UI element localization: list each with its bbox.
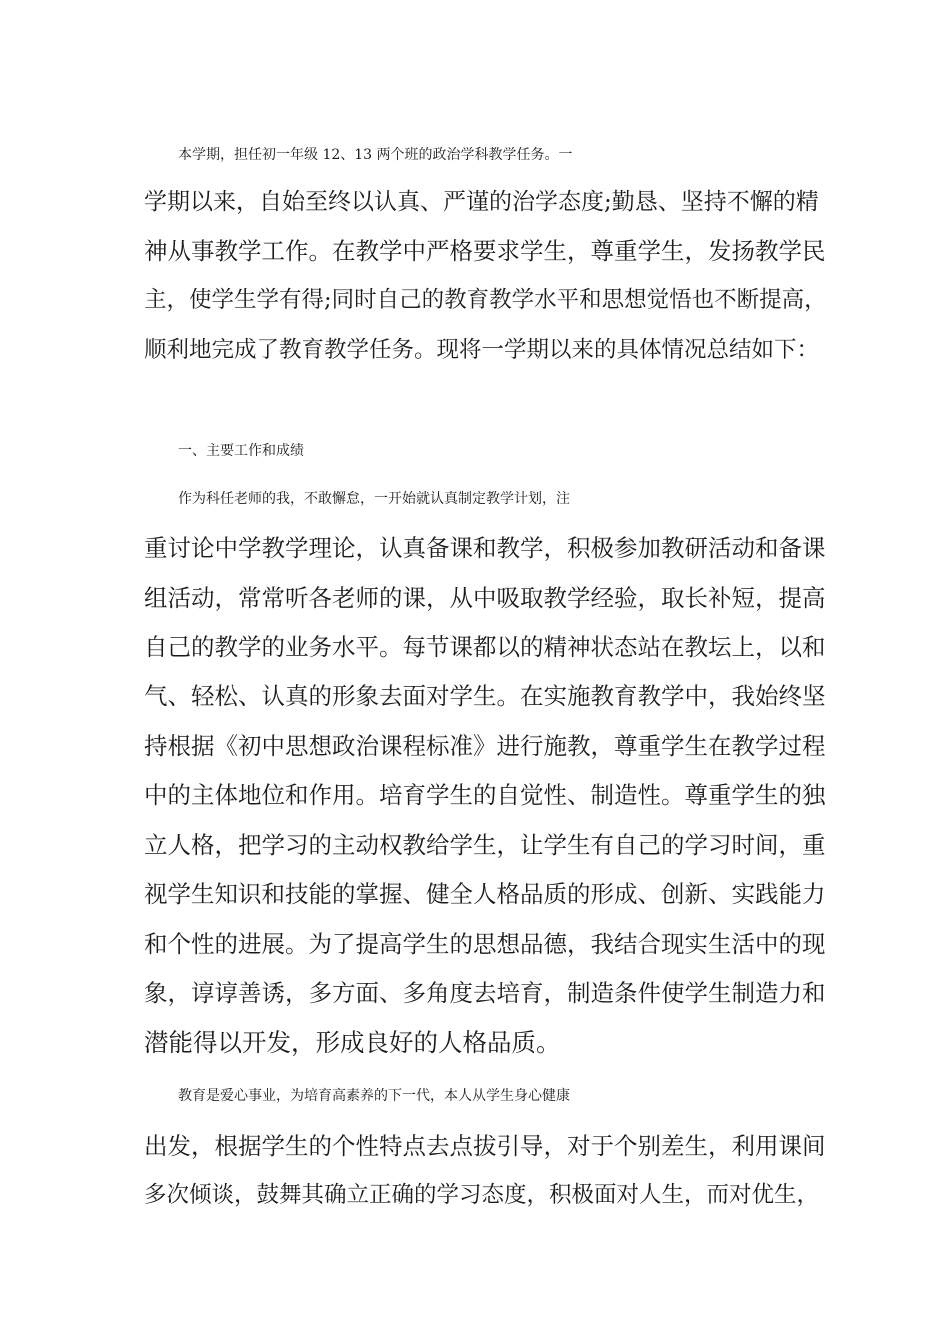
paragraph-2-line-1: 作为科任老师的我，不敢懈怠，一开始就认真制定教学计划，注 [178,491,570,507]
paragraph-1-line-4: 主，使学生学有得;同时自己的教育教学水平和思想觉悟也不断提高， [144,287,827,313]
paragraph-1-line-3: 神从事教学工作。在教学中严格要求学生，尊重学生，发扬教学民 [144,237,826,265]
paragraph-2-line-7: 中的主体地位和作用。培育学生的自觉性、制造性。尊重学生的独 [144,781,826,809]
paragraph-2-line-2: 重讨论中学教学理论，认真备课和教学，积极参加教研活动和备课 [144,534,826,562]
paragraph-3-line-2: 出发，根据学生的个性特点去点拔引导，对于个别差生，利用课间 [144,1132,826,1160]
paragraph-2-line-12: 潜能得以开发，形成良好的人格品质。 [144,1028,561,1057]
paragraph-3-line-1: 教育是爱心事业，为培育高素养的下一代，本人从学生身心健康 [178,1088,570,1104]
paragraph-2-line-4: 自己的教学的业务水平。每节课都以的精神状态站在教坛上，以和 [144,633,826,661]
paragraph-2-line-8: 立人格，把学习的主动权教给学生，让学生有自己的学习时间，重 [144,831,826,859]
paragraph-2-line-5: 气、轻松、认真的形象去面对学生。在实施教育教学中，我始终坚 [144,682,826,710]
paragraph-2-line-6: 持根据《初中思想政治课程标准》进行施教，尊重学生在教学过程 [144,732,826,760]
paragraph-2-line-9: 视学生知识和技能的掌握、健全人格品质的形成、创新、实践能力 [144,880,826,908]
paragraph-2-line-11: 象，谆谆善诱，多方面、多角度去培育，制造条件使学生制造力和 [144,979,826,1007]
paragraph-3-line-3: 多次倾谈，鼓舞其确立正确的学习态度，积极面对人生，而对优生， [144,1182,820,1208]
paragraph-2-line-10: 和个性的进展。为了提高学生的思想品德，我结合现实生活中的现 [144,930,826,958]
section-heading: 一、主要工作和成绩 [178,443,304,459]
paragraph-1-line-5: 顺利地完成了教育教学任务。现将一学期以来的具体情况总结如下： [144,337,820,363]
paragraph-2-line-3: 组活动，常常听各老师的课，从中吸取教学经验，取长补短，提高 [144,584,826,612]
paragraph-1-line-2: 学期以来，自始至终以认真、严谨的治学态度;勤恳、坚持不懈的精 [144,189,819,215]
paragraph-1-line-1: 本学期，担任初一年级 12、13 两个班的政治学科教学任务。一 [178,147,573,163]
